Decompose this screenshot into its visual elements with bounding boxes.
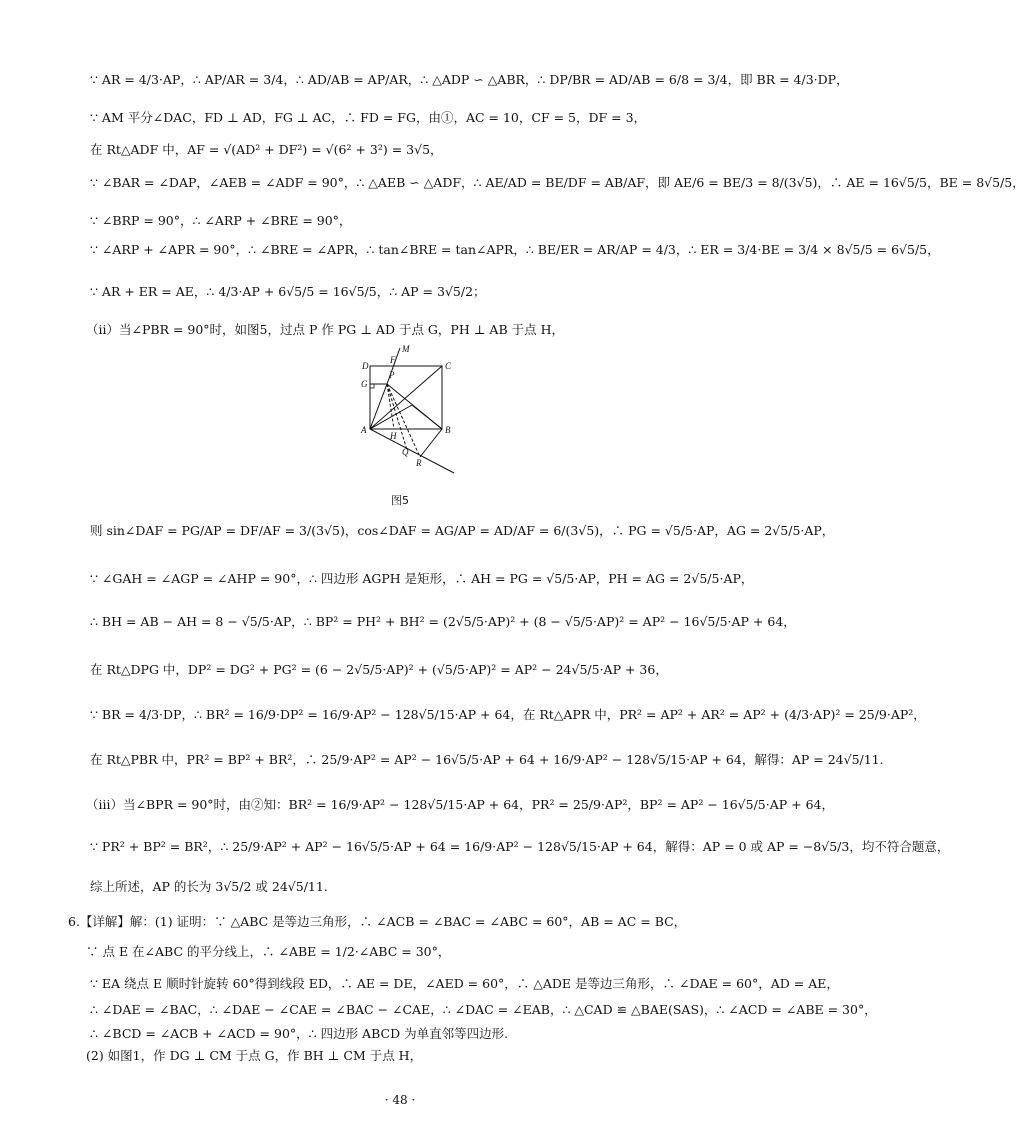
page-number: · 48 · [384,1093,416,1107]
label-c: C [445,361,452,371]
text-line-9: 则 sin∠DAF = PG/AP = DF/AF = 3/(3√5)，cos∠DAF = AG/AP = AD/AF = 6/(3√5)，∴ PG = √5/5·AP，AG = 2√5/5·AP， [90,523,835,538]
text-line-5: ∵ ∠BRP = 90°，∴ ∠ARP + ∠BRE = 90°， [90,213,352,228]
text-line-16: ∵ PR² + BP² = BR²，∴ 25/9·AP² + AP² − 16√5/5·AP + 64 = 16/9·AP² − 128√5/15·AP + 64，解得：AP = 0 或 AP = −8√5/3，均不符合题意， [90,839,950,854]
label-q: Q [402,447,409,457]
text-line-3: 在 Rt△ADF 中，AF = √(AD² + DF²) = √(6² + 3²) = 3√5， [90,142,443,157]
text-line-13: ∵ BR = 4/3·DP，∴ BR² = 16/9·DP² = 16/9·AP² − 128√5/15·AP + 64，在 Rt△APR 中，PR² = AP² + AR² = AP² + (4/3·AP)² = 25/9·AP²， [90,707,926,722]
text-line-14: 在 Rt△PBR 中，PR² = BP² + BR²，∴ 25/9·AP² = AP² − 16√5/5·AP + 64 + 16/9·AP² − 128√5/15·AP + 64，解得：AP = 24√5/11. [90,752,884,767]
label-h: H [390,431,397,441]
right-angle-g [370,384,374,388]
text-line-20: ∵ EA 绕点 E 顺时针旋转 60°得到线段 ED，∴ AE = DE，∠AED = 60°，∴ △ADE 是等边三角形，∴ ∠DAE = 60°，AD = AE， [90,976,839,991]
segment-mb [412,405,442,429]
text-line-15: （ⅲ）当∠BPR = 90°时，由②知：BR² = 16/9·AP² − 128√5/15·AP + 64，PR² = 25/9·AP²，BP² = AP² − 16√5/5·AP + 64， [86,797,834,812]
text-line-1: ∵ AR = 4/3·AP，∴ AP/AR = 3/4，∴ AD/AB = AP/AR，∴ △ADP ∽ △ABR，∴ DP/BR = AD/AB = 6/8 = 3/4，即 BR = 4/3·DP， [90,72,849,87]
label-m: M [402,344,410,354]
text-line-19: ∵ 点 E 在∠ABC 的平分线上，∴ ∠ABE = 1/2·∠ABC = 30°， [86,944,451,959]
text-line-6: ∵ ∠ARP + ∠APR = 90°，∴ ∠BRE = ∠APR，∴ tan∠BRE = tan∠APR，∴ BE/ER = AR/AP = 4/3，∴ ER = 3/4·BE = 3/4 × 8√5/5 = 6√5/5， [90,242,940,257]
ray-ar [370,429,454,473]
label-g: G [361,379,368,389]
label-p: P [389,370,395,380]
segment-pa [370,384,387,429]
label-r: R [416,458,422,468]
text-line-10: ∵ ∠GAH = ∠AGP = ∠AHP = 90°，∴ 四边形 AGPH 是矩形，∴ AH = PG = √5/5·AP，PH = AG = 2√5/5·AP， [90,571,754,586]
geometry-figure-5 [352,345,472,495]
label-b: B [445,425,451,435]
text-line-12: 在 Rt△DPG 中，DP² = DG² + PG² = (6 − 2√5/5·AP)² + (√5/5·AP)² = AP² − 24√5/5·AP + 36， [90,662,668,677]
text-line-17: 综上所述，AP 的长为 3√5/2 或 24√5/11. [90,879,328,894]
label-f: F [390,355,396,365]
text-line-8: （ⅱ）当∠PBR = 90°时，如图5，过点 P 作 PG ⊥ AD 于点 G，PH ⊥ AB 于点 H， [86,322,564,337]
segment-br [420,429,442,457]
text-line-4: ∵ ∠BAR = ∠DAP，∠AEB = ∠ADF = 90°，∴ △AEB ∽ △ADF，∴ AE/AD = BE/DF = AB/AF，即 AE/6 = BE/3 = 8/(3√5)，∴ AE = 16√5/5，BE = 8√5/5， [90,175,1025,190]
label-a: A [361,425,367,435]
figure-caption: 图5 [391,494,409,507]
label-d: D [362,361,369,371]
text-line-23: (2) 如图1，作 DG ⊥ CM 于点 G，作 BH ⊥ CM 于点 H， [86,1048,423,1063]
text-line-21: ∴ ∠DAE = ∠BAC，∴ ∠DAE − ∠CAE = ∠BAC − ∠CAE，∴ ∠DAC = ∠EAB，∴ △CAD ≌ △BAE(SAS)，∴ ∠ACD = ∠ABE = 30°， [90,1002,877,1017]
text-line-11: ∴ BH = AB − AH = 8 − √5/5·AP，∴ BP² = PH² + BH² = (2√5/5·AP)² + (8 − √5/5·AP)² = AP² − 16√5/5·AP + 64， [90,614,796,629]
text-line-22: ∴ ∠BCD = ∠ACB + ∠ACD = 90°，∴ 四边形 ABCD 为单直邻等四边形. [90,1026,509,1041]
text-line-2: ∵ AM 平分∠DAC，FD ⊥ AD，FG ⊥ AC，∴ FD = FG，由①，AC = 10，CF = 5，DF = 3， [90,110,647,125]
text-line-18: 6.【详解】解：(1) 证明：∵ △ABC 是等边三角形，∴ ∠ACB = ∠BAC = ∠ABC = 60°，AB = AC = BC， [68,914,687,929]
text-line-7: ∵ AR + ER = AE，∴ 4/3·AP + 6√5/5 = 16√5/5，∴ AP = 3√5/2； [90,284,486,299]
